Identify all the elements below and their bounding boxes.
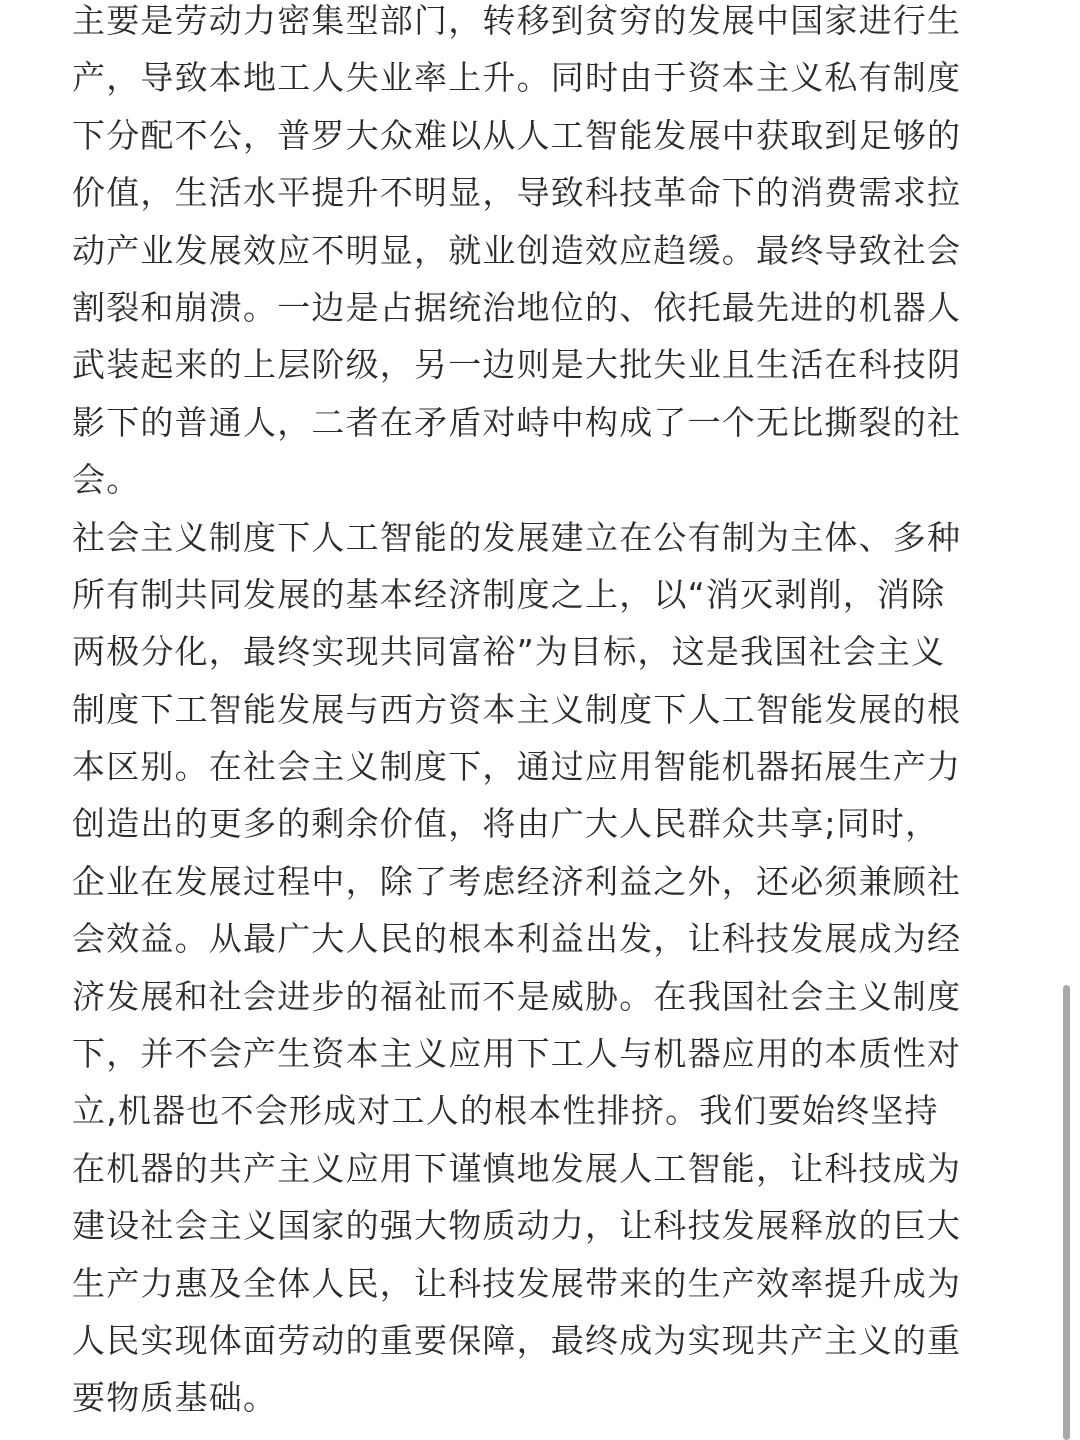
text-line: 企业在发展过程中，除了考虑经济利益之外，还必须兼顾社 — [72, 861, 962, 901]
text-line: 生产力惠及全体人民，让科技发展带来的生产效率提升成为 — [72, 1263, 962, 1303]
text-line: 所有制共同发展的基本经济制度之上，以“消灭剥削，消除 — [72, 574, 946, 614]
text-line: 主要是劳动力密集型部门，转移到贫穷的发展中国家进行生 — [72, 1, 962, 40]
text-line: 下分配不公，普罗大众难以从人工智能发展中获取到足够的 — [72, 115, 962, 155]
text-line: 济发展和社会进步的福祉而不是威胁。在我国社会主义制度 — [72, 976, 962, 1016]
text-line: 本区别。在社会主义制度下，通过应用智能机器拓展生产力 — [72, 747, 962, 787]
text-line: 建设社会主义国家的强大物质动力，让科技发展释放的巨大 — [72, 1206, 962, 1246]
text-line: 割裂和崩溃。一边是占据统治地位的、依托最先进的机器人 — [72, 287, 962, 327]
text-line: 价值，生活水平提升不明显，导致科技革命下的消费需求拉 — [72, 173, 962, 213]
text-line: 社会主义制度下人工智能的发展建立在公有制为主体、多种 — [72, 517, 962, 557]
text-line: 在机器的共产主义应用下谨慎地发展人工智能，让科技成为 — [72, 1148, 962, 1188]
text-line: 制度下工智能发展与西方资本主义制度下人工智能发展的根 — [72, 689, 962, 729]
scrollbar-thumb[interactable] — [1063, 985, 1070, 1440]
text-line: 产，导致本地工人失业率上升。同时由于资本主义私有制度 — [72, 58, 962, 98]
article-text — [72, 0, 1012, 1427]
text-line: 会效益。从最广大人民的根本利益出发，让科技发展成为经 — [72, 919, 962, 959]
text-line: 武装起来的上层阶级，另一边则是大批失业且生活在科技阴 — [72, 345, 962, 385]
text-line: 下，并不会产生资本主义应用下工人与机器应用的本质性对 — [72, 1034, 962, 1074]
text-line: 动产业发展效应不明显，就业创造效应趋缓。最终导致社会 — [72, 230, 962, 270]
text-line: 两极分化，最终实现共同富裕”为目标，这是我国社会主义 — [72, 632, 946, 672]
text-line: 人民实现体面劳动的重要保障，最终成为实现共产主义的重 — [72, 1320, 962, 1360]
text-line: 要物质基础。 — [72, 1378, 278, 1418]
text-line: 影下的普通人，二者在矛盾对峙中构成了一个无比撕裂的社 — [72, 402, 962, 442]
text-line: 立,机器也不会形成对工人的根本性排挤。我们要始终坚持 — [72, 1091, 939, 1131]
text-line: 创造出的更多的剩余价值，将由广大人民群众共享;同时， — [72, 804, 940, 844]
text-line: 会。 — [72, 460, 141, 500]
